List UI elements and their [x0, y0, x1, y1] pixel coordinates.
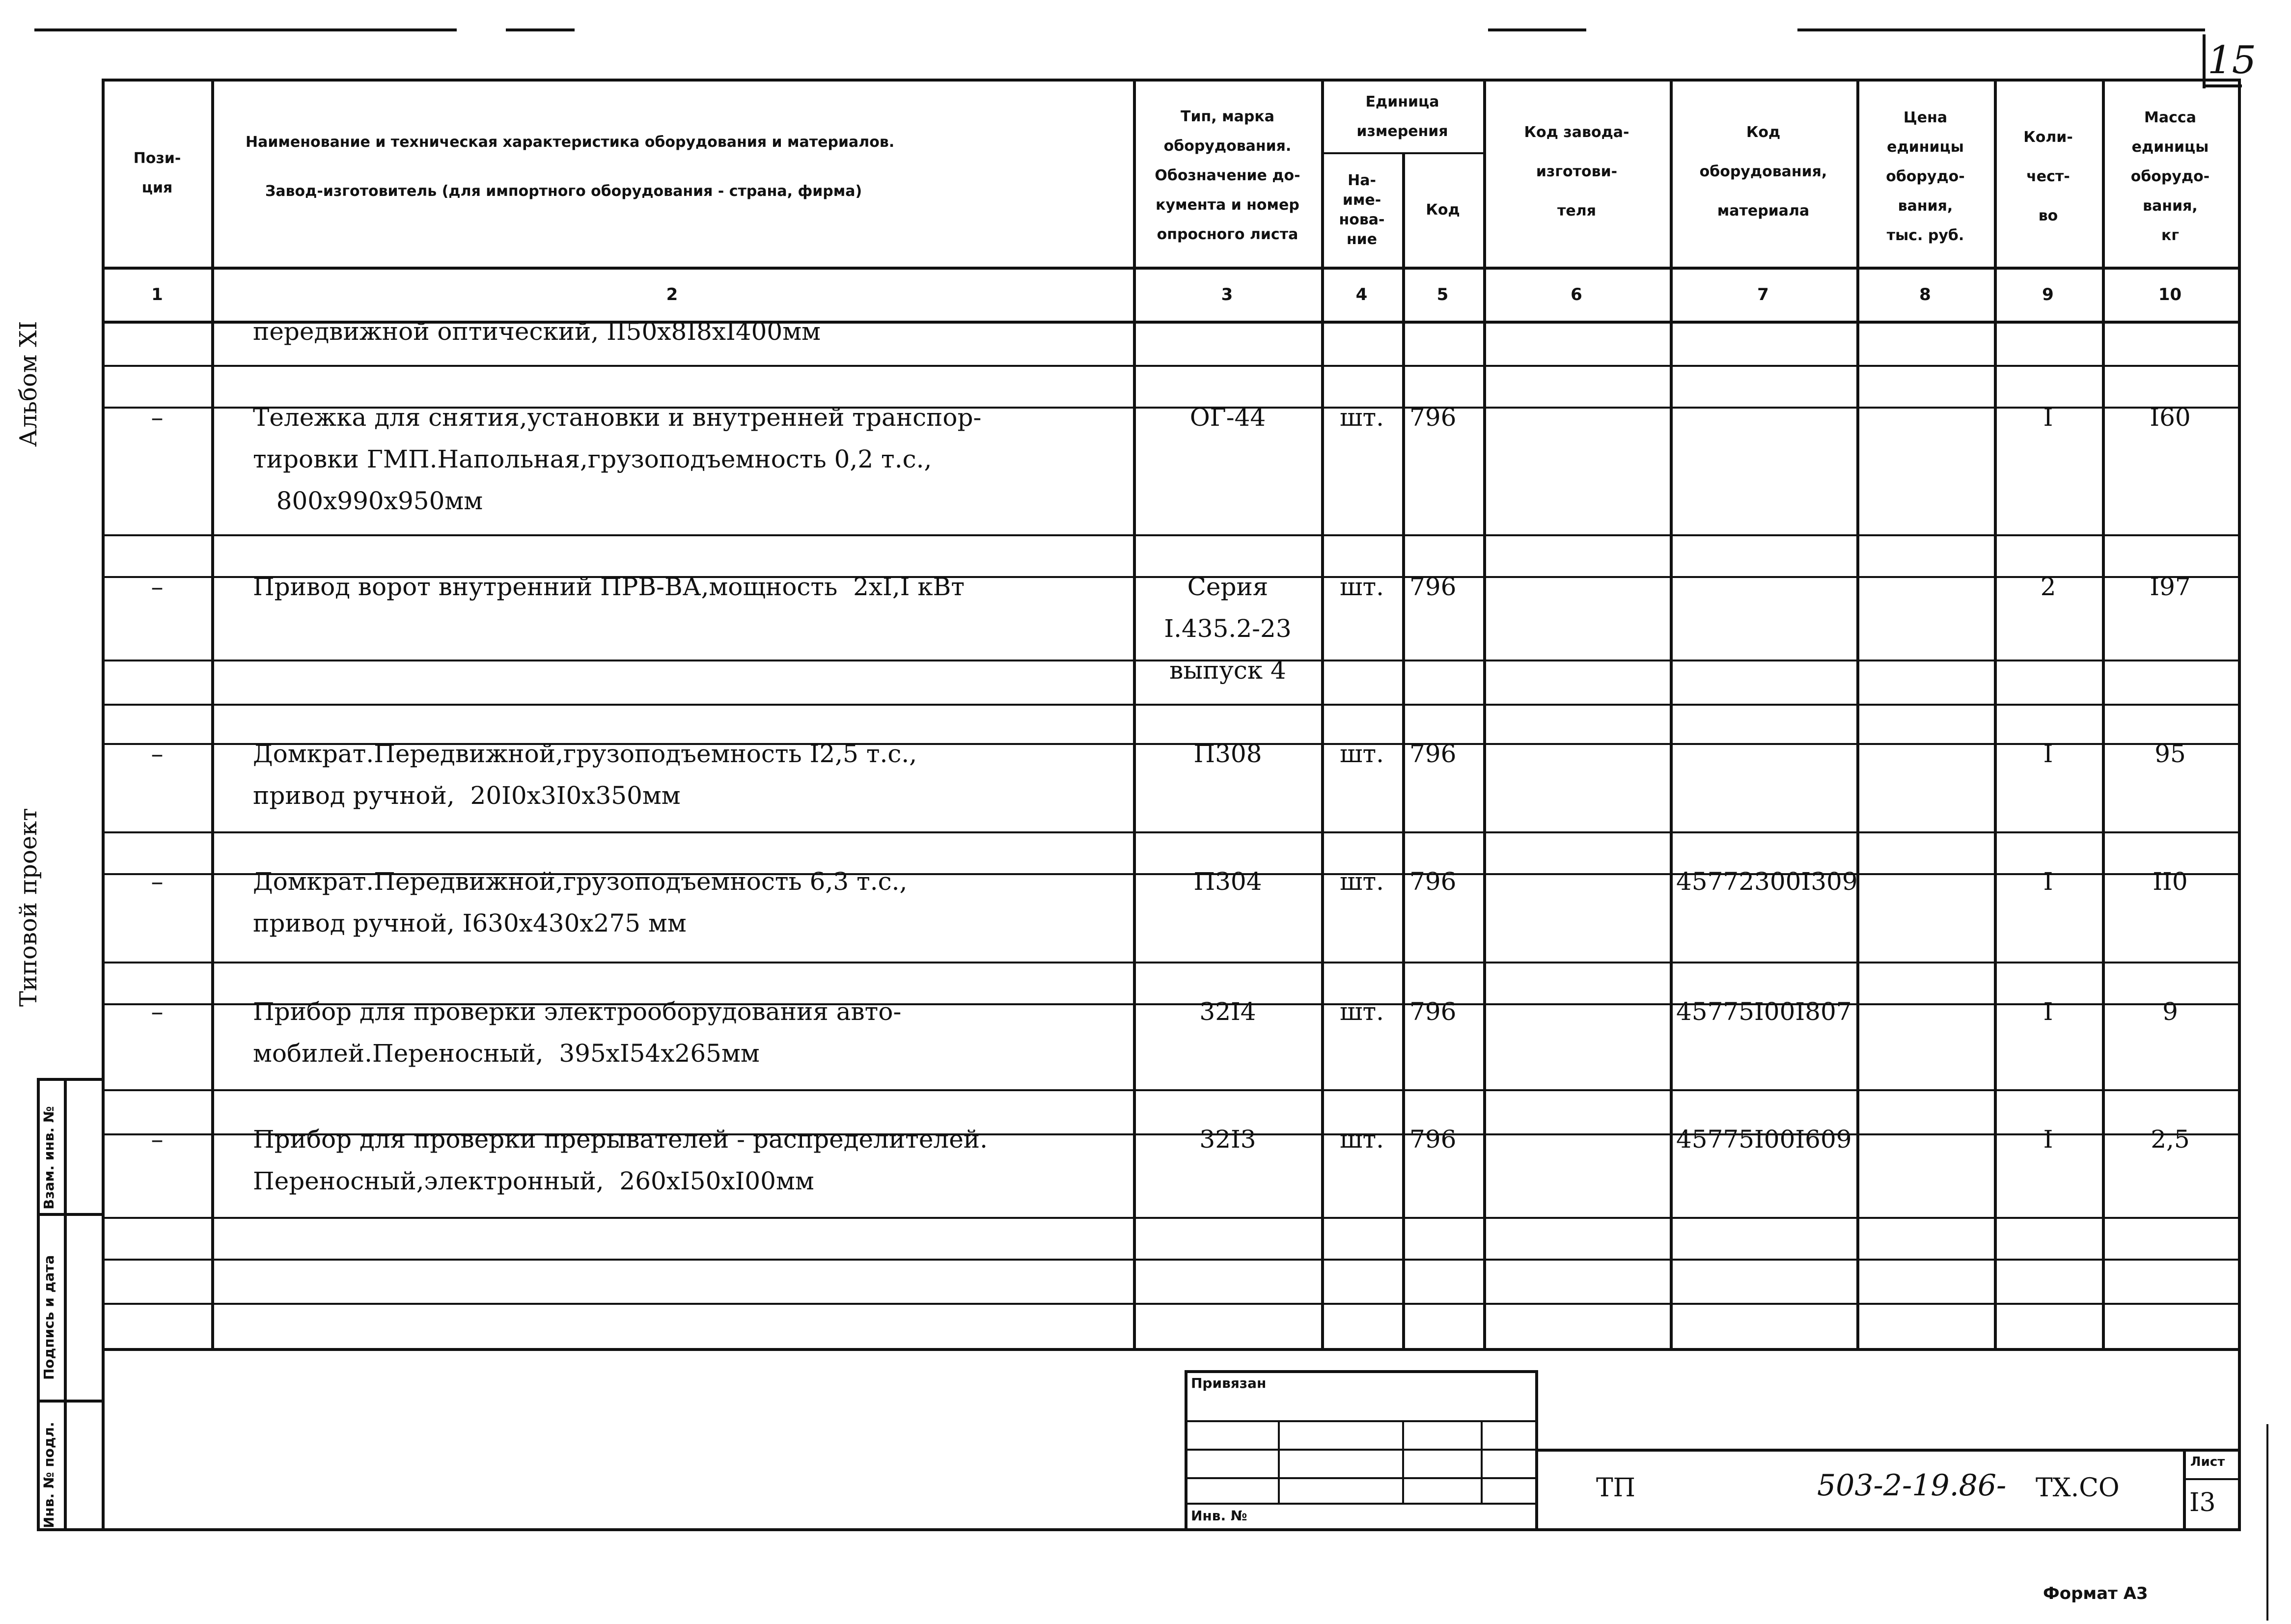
- side-label-album: Альбом XI: [15, 321, 42, 447]
- tb-doc-suffix: ТХ.СО: [2036, 1473, 2120, 1503]
- cell-unit-name: шт.: [1339, 1125, 1384, 1154]
- cell-name: мобилей.Переносный, 395xI54x265мм: [253, 1039, 760, 1068]
- cell-position: –: [151, 997, 164, 1026]
- row-line: [102, 1089, 2241, 1091]
- tb-list-label: Лист: [2190, 1455, 2225, 1469]
- header-price: Цена единицы оборудо- вания, тыс. руб.: [1886, 109, 1965, 244]
- col-line-7: [1856, 79, 1859, 1348]
- stamp-left: [37, 1078, 40, 1531]
- cell-quantity: 2: [2040, 573, 2056, 601]
- header-quantity: Коли- чест- во: [2023, 129, 2073, 224]
- header-unit-group: Единица измерения: [1356, 93, 1448, 140]
- side-label-project: Типовой проект: [15, 808, 42, 1007]
- stamp-label-podpis: Подпись и дата: [41, 1255, 57, 1380]
- row-line: [102, 1217, 2241, 1219]
- stamp-label-inv-podl: Инв. № подл.: [41, 1422, 57, 1528]
- column-number: 5: [1436, 285, 1449, 304]
- column-number: 6: [1571, 285, 1582, 304]
- frame-right: [2238, 79, 2241, 1531]
- cell-equipment-code: 45775I00I609: [1676, 1125, 1852, 1154]
- tb-privyazan-top: [1185, 1370, 1538, 1373]
- cell-mass: 95: [2154, 740, 2186, 768]
- table-bottom: [102, 1348, 2241, 1351]
- tb-tp: ТП: [1596, 1473, 1636, 1503]
- tb-col: [1481, 1420, 1483, 1503]
- header-type: Тип, марка оборудования. Обозначение до- кумента и номер опросного листа: [1155, 108, 1300, 243]
- cell-quantity: I: [2043, 997, 2053, 1026]
- cell-position: –: [151, 403, 164, 432]
- header-mass: Масса единицы оборудо- вания, кг: [2130, 109, 2210, 244]
- right-margin-line: [2266, 1424, 2268, 1621]
- column-number: 3: [1221, 285, 1233, 304]
- column-number: 7: [1757, 285, 1769, 304]
- tb-row: [1185, 1449, 1538, 1451]
- cell-type: Серия: [1187, 573, 1269, 601]
- unit-group-divider: [1321, 152, 1483, 154]
- cell-name: Прибор для проверки прерывателей - распределителей.: [253, 1125, 988, 1154]
- cell-unit-code: 796: [1409, 403, 1457, 432]
- cell-position: –: [151, 867, 164, 896]
- stamp-inner: [64, 1078, 67, 1531]
- cell-position: –: [151, 740, 164, 768]
- cell-name: Домкрат.Передвижной,грузоподъемность I2,5 т.с.,: [253, 740, 917, 768]
- column-number: 4: [1355, 285, 1368, 304]
- col-line-3: [1321, 79, 1324, 1348]
- tb-list-divider: [2183, 1478, 2241, 1480]
- stamp-top: [37, 1078, 103, 1081]
- top-dash-4: [1797, 28, 2205, 31]
- tb-col: [1278, 1420, 1280, 1503]
- top-dash-1: [34, 28, 457, 31]
- row-line: [102, 534, 2241, 536]
- cell-type: выпуск 4: [1169, 656, 1286, 685]
- cell-mass: I97: [2150, 573, 2191, 601]
- cell-type: 32I4: [1199, 997, 1256, 1026]
- row-line: [102, 962, 2241, 963]
- cell-name: передвижной оптический, II50x8I8xI400мм: [253, 317, 821, 346]
- cell-name: Тележка для снятия,установки и внутренней транспор-: [253, 403, 982, 432]
- cell-equipment-code: 45772300I309: [1676, 867, 1858, 896]
- cell-mass: 2,5: [2151, 1125, 2190, 1154]
- cell-type: 32I3: [1199, 1125, 1256, 1154]
- tb-list-left: [2183, 1449, 2186, 1528]
- row-line: [102, 831, 2241, 833]
- cell-unit-code: 796: [1409, 740, 1457, 768]
- column-number: 2: [666, 285, 678, 304]
- cell-name: тировки ГМП.Напольная,грузоподъемность 0,2 т.с.,: [253, 445, 932, 473]
- column-number: 10: [2158, 285, 2182, 304]
- header-unit-code: Код: [1426, 201, 1460, 219]
- header-bottom: [102, 267, 2241, 270]
- row-line: [102, 1259, 2241, 1261]
- tb-row: [1185, 1420, 1538, 1422]
- cell-unit-name: шт.: [1339, 740, 1384, 768]
- cell-unit-code: 796: [1409, 867, 1457, 896]
- corner-sheet-number: 15: [2208, 38, 2257, 83]
- col-line-5: [1483, 79, 1486, 1348]
- column-number: 9: [2042, 285, 2054, 304]
- tb-row: [1185, 1477, 1538, 1479]
- tb-doc-code: 503-2-19.86-: [1817, 1468, 2007, 1503]
- cell-name: привод ручной, I630x430x275 мм: [253, 909, 687, 937]
- cell-type: I.435.2-23: [1164, 614, 1292, 643]
- cell-unit-name: шт.: [1339, 573, 1384, 601]
- tb-inv-no-label: Инв. №: [1191, 1508, 1247, 1524]
- cell-type: П304: [1193, 867, 1262, 896]
- col-line-6: [1670, 79, 1673, 1348]
- cell-quantity: I: [2043, 1125, 2053, 1154]
- cell-unit-code: 796: [1409, 1125, 1457, 1154]
- cell-mass: I60: [2150, 403, 2191, 432]
- cell-name: 800x990x950мм: [253, 487, 483, 515]
- format-label: Формат А3: [2043, 1584, 2148, 1603]
- cell-name: Прибор для проверки электрооборудования авто-: [253, 997, 902, 1026]
- col-line-8: [1994, 79, 1997, 1348]
- col-line-9: [2102, 79, 2105, 1348]
- header-plant-code: Код завода- изготови- теля: [1524, 124, 1629, 220]
- corner-box-bottom: [2203, 84, 2242, 87]
- tb-row: [1185, 1503, 1538, 1505]
- cell-type: П308: [1193, 740, 1262, 768]
- cell-name: Переносный,электронный, 260xI50xI00мм: [253, 1167, 814, 1195]
- cell-name: Привод ворот внутренний ПРВ-ВА,мощность 2xI,I кВт: [253, 573, 965, 601]
- cell-name: привод ручной, 20I0x3I0x350мм: [253, 781, 681, 810]
- top-dash-3: [1488, 28, 1586, 31]
- cell-unit-name: шт.: [1339, 867, 1384, 896]
- col-line-1: [211, 79, 214, 1348]
- column-number: 8: [1919, 285, 1931, 304]
- tb-list-value: I3: [2189, 1488, 2216, 1517]
- row-line: [102, 704, 2241, 706]
- header-position: Пози- ция: [133, 149, 181, 196]
- frame-top: [102, 79, 2241, 82]
- header-name-line1: Наименование и техническая характеристика оборудования и материалов.: [246, 134, 895, 151]
- tb-main-top: [1535, 1449, 2241, 1452]
- cell-unit-code: 796: [1409, 997, 1457, 1026]
- cell-mass: II0: [2153, 867, 2188, 896]
- row-line: [102, 1303, 2241, 1305]
- cell-position: –: [151, 573, 164, 601]
- cell-unit-name: шт.: [1339, 403, 1384, 432]
- tb-privyazan-label: Привязан: [1191, 1375, 1267, 1391]
- header-unit-name: На- име- нова- ние: [1339, 171, 1385, 248]
- cell-unit-name: шт.: [1339, 997, 1384, 1026]
- row-line: [102, 365, 2241, 367]
- col-line-2: [1133, 79, 1136, 1348]
- stamp-label-inv-vzam: Взам. инв. №: [41, 1106, 57, 1210]
- header-name-line2: Завод-изготовитель (для импортного оборудования - страна, фирма): [265, 183, 862, 200]
- cell-type: ОГ-44: [1189, 403, 1266, 432]
- cell-unit-code: 796: [1409, 573, 1457, 601]
- cell-quantity: I: [2043, 403, 2053, 432]
- top-dash-2: [506, 28, 575, 31]
- cell-name: Домкрат.Передвижной,грузоподъемность 6,3 т.с.,: [253, 867, 908, 896]
- frame-bottom: [37, 1528, 2241, 1531]
- cell-position: –: [151, 1125, 164, 1154]
- cell-mass: 9: [2162, 997, 2178, 1026]
- column-number: 1: [151, 285, 163, 304]
- cell-equipment-code: 45775I00I807: [1676, 997, 1852, 1026]
- stamp-div-1: [37, 1213, 103, 1216]
- cell-quantity: I: [2043, 867, 2053, 896]
- header-equipment-code: Код оборудования, материала: [1699, 124, 1827, 220]
- col-line-4: [1402, 152, 1405, 1348]
- tb-col: [1402, 1420, 1404, 1503]
- cell-quantity: I: [2043, 740, 2053, 768]
